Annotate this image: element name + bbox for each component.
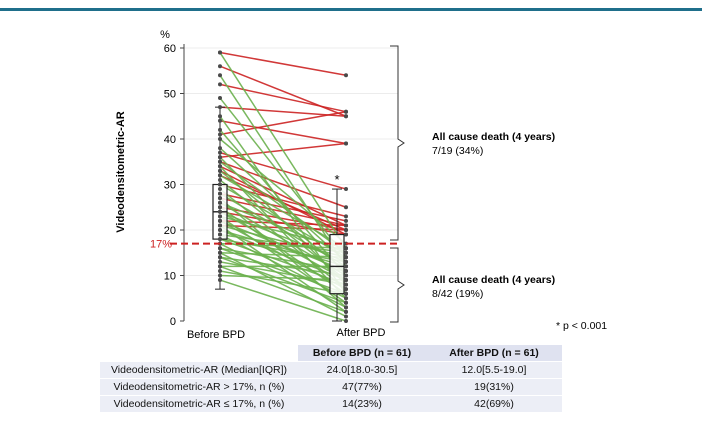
data-point — [344, 269, 348, 273]
table-cell: 14(23%) — [298, 396, 426, 413]
data-point — [344, 246, 348, 250]
bracket-title: All cause death (4 years) — [432, 274, 556, 286]
data-point — [218, 274, 222, 278]
table-cell: 12.0[5.5-19.0] — [426, 362, 562, 379]
data-point — [218, 164, 222, 168]
data-point — [218, 160, 222, 164]
table-cell: 47(77%) — [298, 379, 426, 396]
y-tick-label: 0 — [169, 316, 176, 328]
y-tick-label: 10 — [163, 270, 176, 283]
data-point — [344, 260, 348, 264]
table-cell: Videodensitometric-AR (Median[IQR]) — [100, 362, 298, 379]
data-point — [218, 146, 222, 150]
data-point — [344, 314, 348, 318]
data-point — [218, 137, 222, 141]
table-row — [100, 379, 562, 396]
data-point — [218, 183, 222, 187]
data-point — [218, 128, 222, 132]
data-point — [344, 264, 348, 268]
data-point — [344, 73, 348, 77]
y-tick-label: 50 — [163, 88, 176, 101]
paired-line — [220, 98, 346, 257]
table-cell: Videodensitometric-AR ≤ 17%, n (%) — [100, 396, 298, 413]
data-point — [218, 51, 222, 55]
data-point — [218, 228, 222, 232]
data-point — [218, 251, 222, 255]
data-point — [344, 287, 348, 291]
data-point — [344, 205, 348, 209]
data-point — [218, 255, 222, 259]
data-point — [218, 237, 222, 241]
data-point — [344, 228, 348, 232]
data-point — [218, 201, 222, 205]
data-point — [344, 319, 348, 323]
data-point — [218, 223, 222, 227]
data-point — [344, 233, 348, 237]
data-point — [344, 214, 348, 218]
data-point — [344, 305, 348, 309]
y-unit-label: % — [160, 29, 170, 41]
data-point — [344, 274, 348, 278]
data-point — [218, 210, 222, 214]
data-point — [344, 278, 348, 282]
bracket-value: 7/19 (34%) — [432, 145, 484, 157]
data-point — [218, 196, 222, 200]
data-point — [218, 114, 222, 118]
data-point — [344, 187, 348, 191]
data-point — [218, 173, 222, 177]
paired-line — [220, 53, 346, 76]
y-tick-label: 60 — [163, 43, 176, 55]
data-point — [218, 169, 222, 173]
bracket — [390, 46, 404, 240]
paired-line — [220, 84, 346, 111]
data-point — [218, 264, 222, 268]
table-row — [100, 362, 562, 379]
footnote: * p < 0.001 — [556, 320, 608, 332]
data-point — [218, 205, 222, 209]
data-point — [218, 246, 222, 250]
x-axis-categories — [187, 327, 386, 341]
data-point — [218, 278, 222, 282]
significance-marker: * — [334, 172, 340, 188]
data-point — [218, 105, 222, 109]
brackets — [390, 46, 555, 322]
table-row — [100, 396, 562, 413]
bracket-value: 8/42 (19%) — [432, 288, 484, 300]
data-point — [344, 255, 348, 259]
y-axis-title: Videodensitometric-AR — [115, 111, 127, 233]
table-cell: Videodensitometric-AR > 17%, n (%) — [100, 379, 298, 396]
data-point — [218, 187, 222, 191]
data-point — [344, 292, 348, 296]
table-header-cell — [100, 345, 298, 362]
data-point — [218, 260, 222, 264]
data-point — [344, 283, 348, 287]
y-tick-label: 40 — [163, 134, 176, 146]
data-point — [218, 96, 222, 100]
data-point — [344, 110, 348, 114]
data-point — [218, 151, 222, 155]
table-cell: 24.0[18.0-30.5] — [298, 362, 426, 379]
summary-table — [100, 345, 562, 412]
bracket-title: All cause death (4 years) — [432, 131, 556, 143]
y-axis — [164, 43, 184, 328]
data-point — [218, 214, 222, 218]
bracket — [390, 248, 404, 322]
table-header-cell: After BPD (n = 61) — [426, 345, 562, 362]
y-tick-label: 20 — [163, 225, 176, 237]
data-point — [344, 223, 348, 227]
data-point — [344, 251, 348, 255]
data-point — [344, 219, 348, 223]
paired-lines — [220, 53, 346, 321]
data-point — [218, 219, 222, 223]
data-point — [218, 192, 222, 196]
data-point — [344, 301, 348, 305]
paired-line — [220, 121, 346, 144]
table-header-row — [100, 345, 562, 362]
table-header-cell: Before BPD (n = 61) — [298, 345, 426, 362]
data-point — [218, 178, 222, 182]
data-point — [218, 82, 222, 86]
data-point — [218, 155, 222, 159]
data-point — [218, 132, 222, 136]
data-point — [344, 310, 348, 314]
data-point — [218, 73, 222, 77]
data-point — [344, 296, 348, 300]
data-point — [344, 142, 348, 146]
x-category-label: Before BPD — [186, 329, 246, 341]
data-point — [218, 64, 222, 68]
table-cell: 19(31%) — [426, 379, 562, 396]
table-cell: 42(69%) — [426, 396, 562, 413]
data-point — [218, 269, 222, 273]
data-point — [218, 119, 222, 123]
threshold-label: 17% — [150, 238, 173, 251]
data-point — [344, 114, 348, 118]
data-point — [218, 233, 222, 237]
y-tick-label: 30 — [163, 179, 176, 192]
x-category-label: After BPD — [336, 327, 386, 339]
